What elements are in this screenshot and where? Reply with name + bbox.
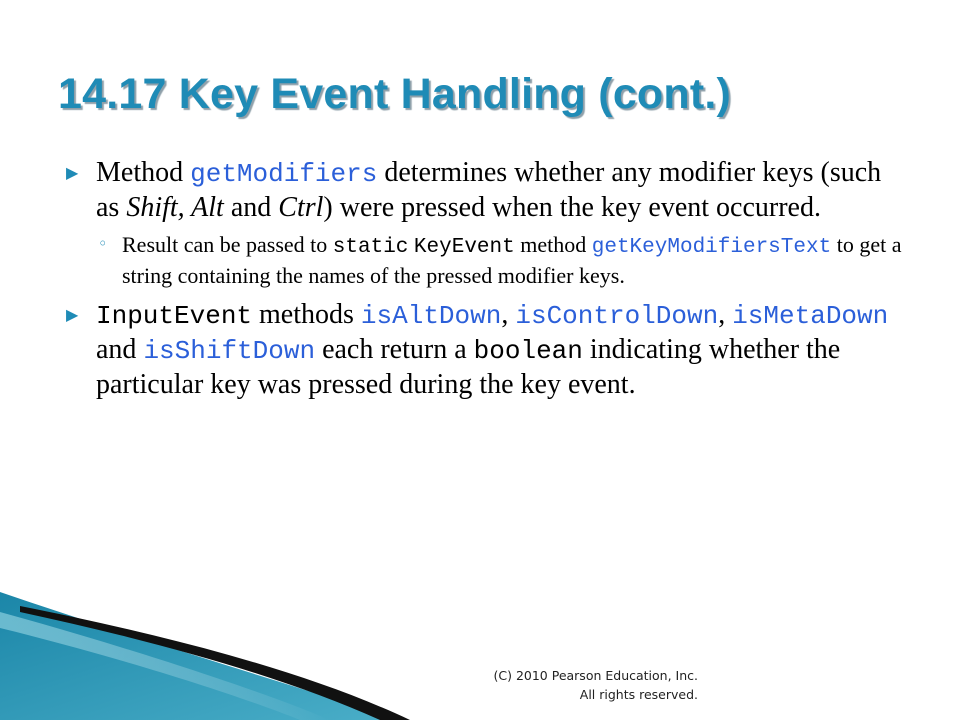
code-inputevent: InputEvent (96, 301, 253, 331)
bullet-text: and (223, 192, 279, 223)
bullet-text: each return a (315, 334, 474, 365)
bullet-text: Method (96, 157, 191, 188)
copyright-footer (470, 666, 698, 704)
code-static: static (332, 236, 409, 259)
triangle-bullet-icon: ▶ (66, 163, 79, 182)
code-iscontroldown: isControlDown (515, 301, 719, 331)
code-isaltdown: isAltDown (360, 301, 502, 331)
bullet-text: ) were pressed when the key event occurred. (323, 192, 821, 223)
italic-key-names: Shift, Alt (126, 192, 224, 223)
sub-bullet-text: method (514, 232, 592, 257)
sub-bullet-text: to get a string containing the names of the pressed modifier keys. (122, 232, 902, 288)
code-keyevent: KeyEvent (413, 236, 515, 259)
bullet-text: , (718, 299, 733, 330)
italic-ctrl: Ctrl (278, 192, 324, 223)
rights-line: All rights reserved. (579, 687, 698, 702)
bullet-text: and (96, 334, 144, 365)
triangle-bullet-icon: ▶ (66, 305, 79, 324)
bullet-text: indicating whether the particular key was pressed during the key event. (96, 334, 841, 400)
code-isshiftdown: isShiftDown (143, 336, 316, 366)
code-ismetadown: isMetaDown (732, 301, 889, 331)
code-getmodifiers: getModifiers (190, 159, 378, 189)
bullet-text: methods (252, 299, 361, 330)
bullet-text: determines whether any modifier keys (such as (96, 157, 882, 223)
copyright-line: (C) 2010 Pearson Education, Inc. (493, 668, 698, 683)
sub-bullet-text: Result can be passed to (122, 232, 333, 257)
slide-title: 14.17 Key Event Handling (cont.) (58, 70, 732, 118)
code-boolean: boolean (473, 336, 583, 366)
bullet-text: , (501, 299, 516, 330)
code-getkeymodifierstext: getKeyModifiersText (591, 236, 832, 259)
circle-bullet-icon: ◦ (98, 234, 108, 253)
